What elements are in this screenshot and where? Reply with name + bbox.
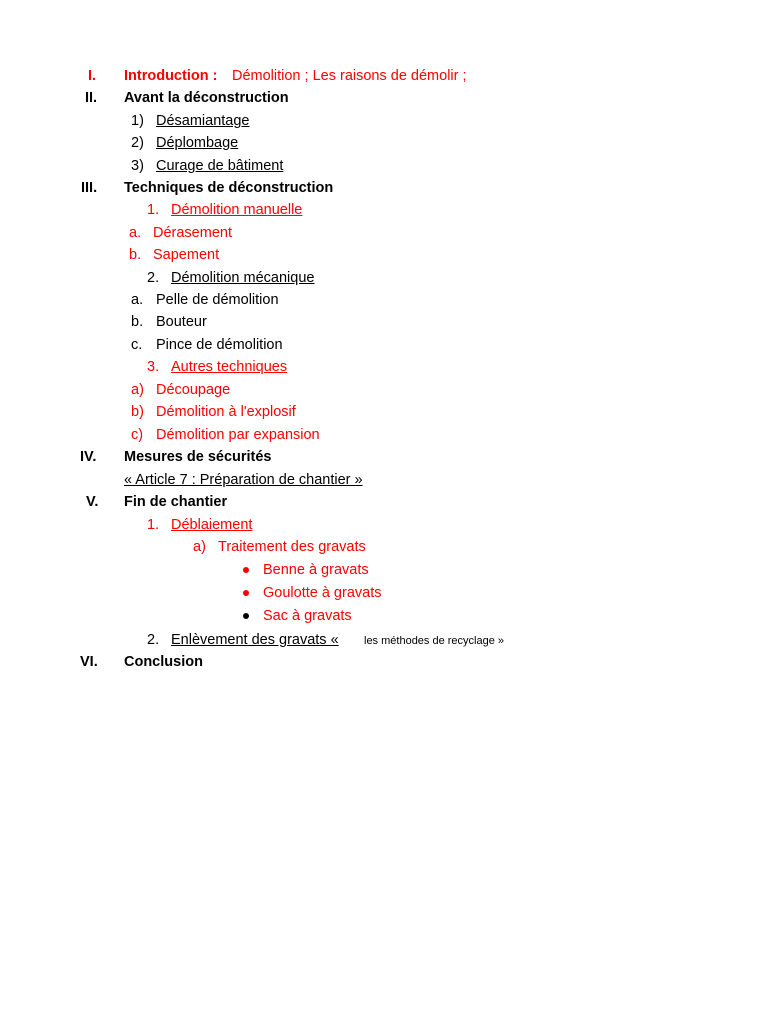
item-text: Curage de bâtiment	[156, 158, 284, 174]
item-number: 1)	[131, 113, 144, 129]
section-title: Mesures de sécurités	[124, 449, 272, 465]
item-text: Goulotte à gravats	[263, 585, 382, 601]
item-number: b.	[131, 314, 144, 330]
item-text: Pelle de démolition	[156, 292, 279, 308]
item-number: 2)	[131, 135, 144, 151]
bullet-icon	[243, 590, 249, 596]
item-text: Démolition à l'explosif	[156, 404, 296, 420]
item-text: Enlèvement des gravats «	[171, 632, 339, 648]
item-number: 3.	[147, 359, 160, 375]
roman-numeral: IV.	[80, 449, 97, 465]
section-title: Avant la déconstruction	[124, 90, 289, 106]
roman-numeral: V.	[86, 494, 99, 510]
item-number: 2.	[147, 632, 160, 648]
item-text: « Article 7 : Préparation de chantier »	[124, 472, 363, 488]
item-number: a.	[129, 225, 142, 241]
item-text: Dérasement	[153, 225, 232, 241]
item-text: Sapement	[153, 247, 220, 263]
item-note: les méthodes de recyclage »	[364, 635, 505, 647]
item-number: b)	[131, 404, 144, 420]
section-title: Conclusion	[124, 654, 203, 670]
item-number: a)	[131, 382, 144, 398]
roman-numeral: III.	[81, 180, 98, 196]
item-text: Désamiantage	[156, 113, 250, 129]
item-text: Démolition mécanique	[171, 270, 315, 286]
roman-numeral: I.	[88, 68, 97, 84]
item-number: 3)	[131, 158, 144, 174]
item-text: Bouteur	[156, 314, 207, 330]
section-title: Introduction :	[124, 68, 218, 84]
item-text: Démolition manuelle	[171, 202, 303, 218]
roman-numeral: II.	[85, 90, 98, 106]
item-text: Autres techniques	[171, 359, 288, 375]
section-subtitle: Démolition ; Les raisons de démolir ;	[232, 68, 467, 84]
item-text: Pince de démolition	[156, 337, 283, 353]
bullet-icon	[243, 613, 249, 619]
item-number: c)	[131, 427, 144, 443]
item-text: Déplombage	[156, 135, 239, 151]
bullet-icon	[243, 567, 249, 573]
roman-numeral: VI.	[80, 654, 98, 670]
item-text: Déblaiement	[171, 517, 253, 533]
item-text: Démolition par expansion	[156, 427, 320, 443]
item-text: Sac à gravats	[263, 608, 352, 624]
item-number: c.	[131, 337, 143, 353]
item-text: Benne à gravats	[263, 562, 369, 578]
item-number: 2.	[147, 270, 160, 286]
section-title: Techniques de déconstruction	[124, 180, 334, 196]
item-number: a)	[193, 539, 206, 555]
section-title: Fin de chantier	[124, 494, 228, 510]
item-number: b.	[129, 247, 142, 263]
item-text: Traitement des gravats	[218, 539, 366, 555]
item-number: 1.	[147, 517, 160, 533]
item-number: 1.	[147, 202, 160, 218]
item-text: Découpage	[156, 382, 231, 398]
item-number: a.	[131, 292, 144, 308]
